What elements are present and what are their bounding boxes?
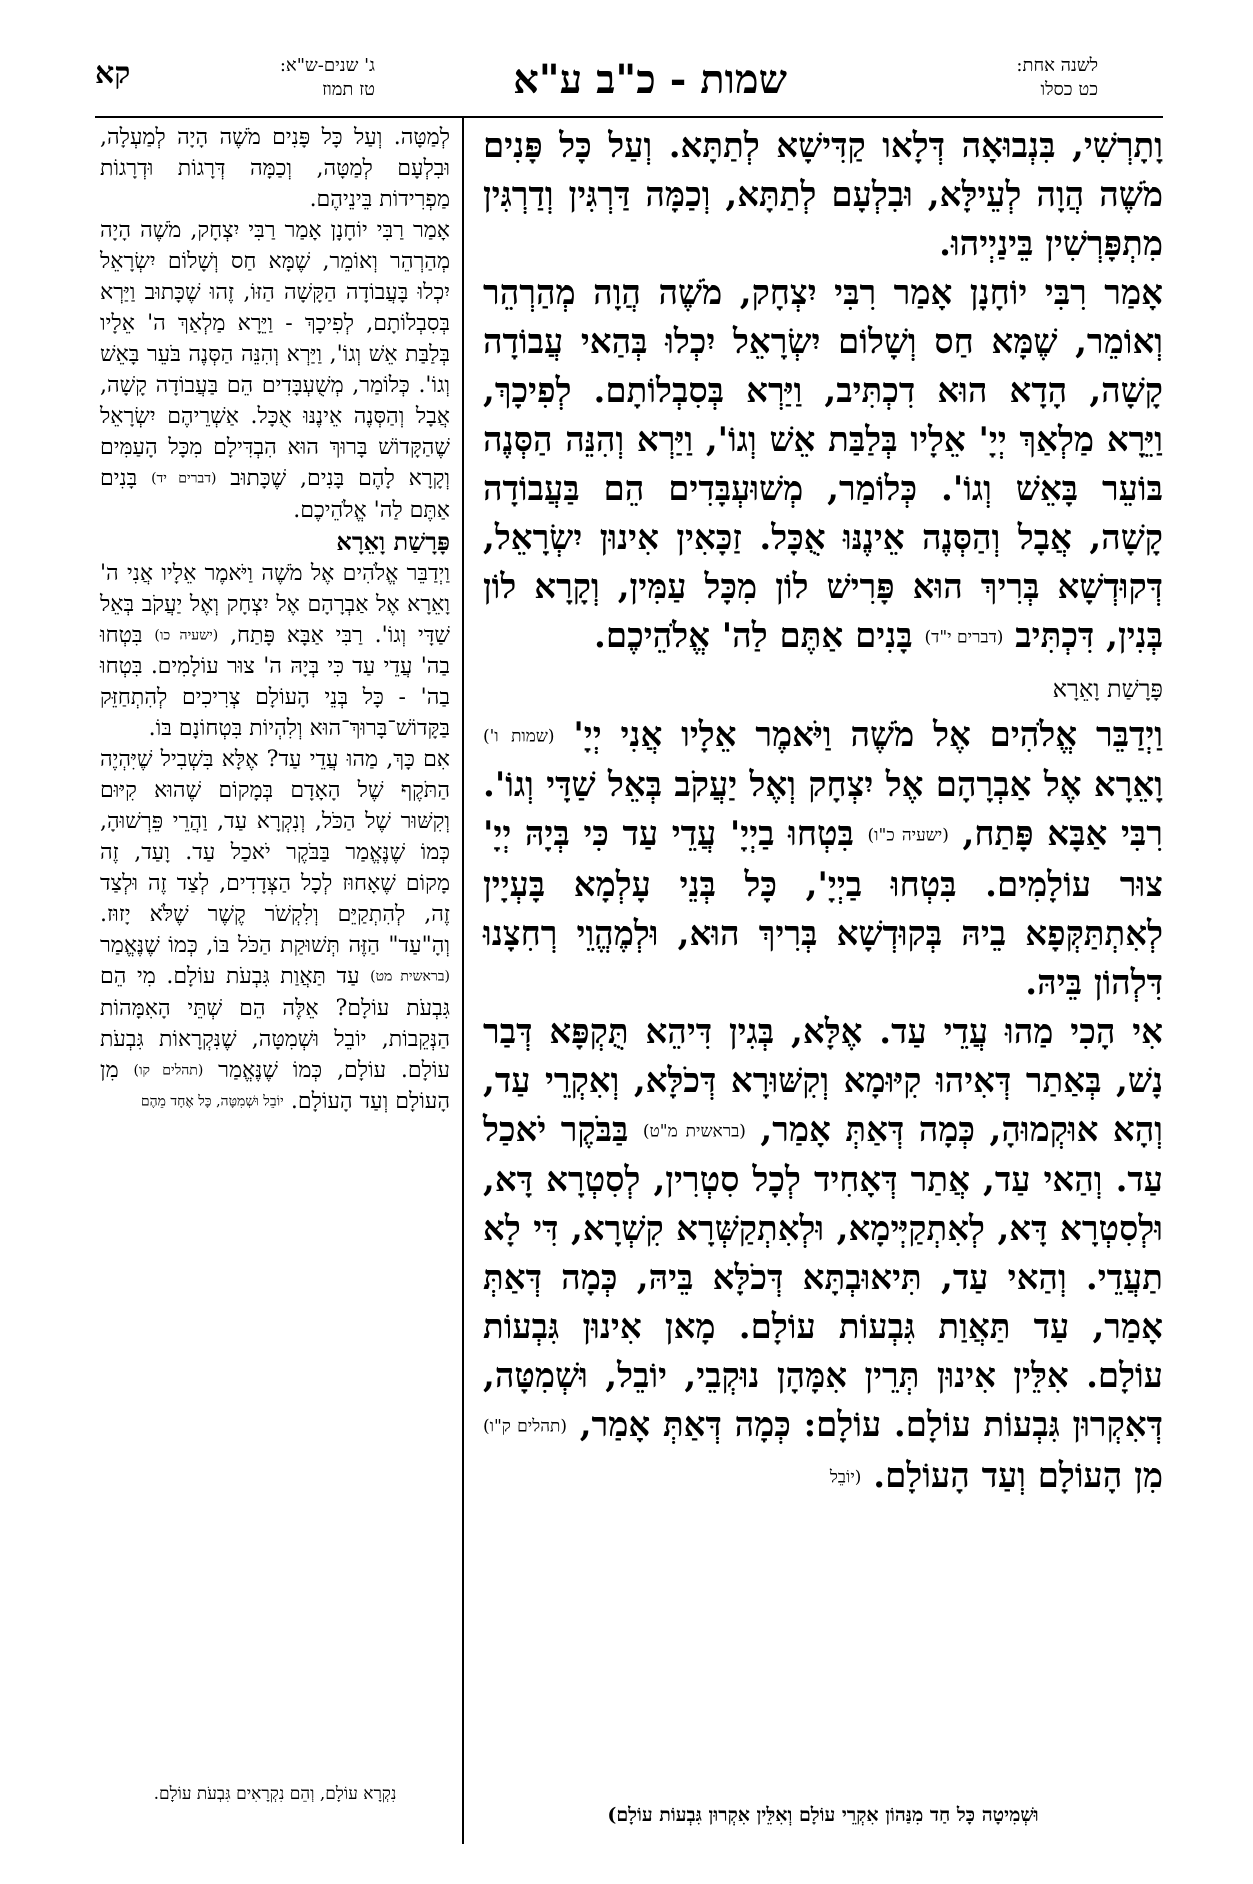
- side-paragraph-1: לְמַטָּה. וְעַל כָּל פָּנִים מֹשֶׁה הָיָה לְמַעְלָה, וּבִלְעָם לְמַטָּה, וְכַמָּה דְּרָגוֹת וּדְרָגוֹת מַפְרִידוֹת בֵּינֵיהֶם.: [100, 125, 450, 212]
- main-p3-reference-1: (שמות ו'): [483, 726, 555, 746]
- main-p4-reference-2: (תהלים ק"ו): [483, 1416, 567, 1437]
- cycle-date: טז תמוז: [322, 79, 375, 100]
- main-footnote: וּשְׁמִיטָה כָּל חַד מִנַּהוֹן אִקְרֵי עוֹלָם וְאִלֵּין אִקְרוּן גִּבְעוֹת עוֹלָם): [607, 1804, 1039, 1826]
- side-section-heading: פָּרָשַׁת וָאֵרָא: [336, 526, 450, 556]
- side-p2-text: אָמַר רַבִּי יוֹחָנָן אָמַר רַבִּי יִצְחָק, מֹשֶׁה הָיָה מְהַרְהֵר וְאוֹמֵר, שֶׁמָּא חַס וְשָׁלוֹם יִשְׂרָאֵל יִכְלוּ בָּעֲבוֹדָה הַקָּשָׁה הַזּוֹ, זֶהוּ שֶׁכָּתוּב וַיַּרְא בְּסִבְלוֹתָם, לְפִיכָךְ - וַיֵּרָא מַלְאַךְ ה' אֵלָיו בְּלַבַּת אֵשׁ וְגוֹ', וַיַּרְא וְהִנֵּה הַסְּנֶה בֹּעֵר בָּאֵשׁ וְגוֹ'. כְּלוֹמַר, מְשֻׁעְבָּדִים הֵם בַּעֲבוֹדָה קָשָׁה, אֲבָל וְהַסְּנֶה אֵינֶנּוּ אֻכָּל. אַשְׁרֵיהֶם יִשְׂרָאֵל שֶׁהַקָּדוֹשׁ בָּרוּךְ הוּא הִבְדִּילָם מִכָּל הָעַמִּים וְקָרָא לָהֶם בָּנִים, שֶׁכָּתוּב: [100, 218, 450, 491]
- side-p4-reference-1: (בראשית מט): [370, 968, 450, 985]
- side-p4-reference-2: (תהלים קו): [133, 1062, 204, 1078]
- main-p2-text: אָמַר רִבִּי יוֹחָנָן אָמַר רִבִּי יִצְחָק, מֹשֶׁה הֲוָה מְהַרְהֵר וְאוֹמֵר, שֶׁמָּא חַס וְשָׁלוֹם יִשְׂרָאֵל יִכְלוּ בְּהַאי עֲבוֹדָה קָשָׁה, הָדָא הוּא דִכְתִּיב, וַיַּרְא בְּסִבְלוֹתָם. לְפִיכָךְ, וַיֵּרָא מַלְאַךְ יְיָ' אֵלָיו בְּלַבַּת אֵשׁ וְגוֹ', וַיַּרְא וְהִנֵּה הַסְּנֶה בּוֹעֵר בָּאֵשׁ וְגוֹ'. כְּלוֹמַר, מְשׁוּעְבָּדִים הֵם בַּעֲבוֹדָה קָשָׁה, אֲבָל וְהַסְּנֶה אֵינֶנּוּ אֻכָּל. זַכָּאִין אִינוּן יִשְׂרָאֵל, דְּקוּדְשָׁא בְּרִיךְ הוּא פָּרִישׁ לוֹן מִכָּל עַמִּין, וְקָרָא לוֹן בְּנִין, דִּכְתִּיב: [483, 273, 1163, 656]
- main-p4-c: מִן הָעוֹלָם וְעַד הָעוֹלָם.: [873, 1455, 1163, 1496]
- side-p2-end: בָּנִים אַתֶּם לַה' אֱלֹהֵיכֶם.: [100, 466, 450, 523]
- main-p4-reference-1: (בראשית מ"ט): [642, 1121, 746, 1141]
- main-p3-b: וָאֵרָא אֶל אַבְרָהָם אֶל יִצְחָק וְאֶל יַעֲקֹב בְּאֵל שַׁדָּי וְגוֹ'. רִבִּי אַבָּא פָּתַח,: [483, 765, 1163, 854]
- header-divider: [95, 116, 1163, 118]
- side-p4-c: מִן הָעוֹלָם וְעַד הָעוֹלָם.: [100, 1057, 450, 1114]
- main-paragraph-3: [483, 711, 1163, 1008]
- main-p2-end: בָּנִים אַתֶּם לַה' אֱלֹהֵיכֶם.: [594, 616, 913, 656]
- side-column: [100, 122, 450, 1118]
- main-p2-reference: (דברים י"ד): [924, 627, 1004, 648]
- year-label: לשנה אחת:: [1016, 55, 1098, 76]
- main-p3-reference-2: (ישעיה כ"ו): [867, 825, 949, 846]
- side-paragraph-4: [100, 744, 450, 1118]
- main-p3-c: בִּטְחוּ בַיְיָ' עֲדֵי עַד כִּי בְּיָהּ יְיָ' צוּר עוֹלָמִים. בִּטְחוּ בַיְיָ', כָּל בְּנֵי עָלְמָא בָּעְיָין לְאִתְתַּקְּפָא בֵיהּ בְּקוּדְשָׁא בְּרִיךְ הוּא, וּלְמֶהֱוֵי רְחִצָנוּ דִּלְהוֹן בֵּיהּ.: [483, 814, 1163, 1003]
- side-p4-d: יוֹבֵל וּשְׁמִטָּה, כָּל אֶחָד מֵהֶם: [140, 1093, 284, 1110]
- side-p4-a: אִם כָּךְ, מַהוּ עֲדֵי עַד? אֶלָּא בִּשְׁבִיל שֶׁיִּהְיֶה הַתֹּקֶף שֶׁל הָאָדָם בְּמָקוֹם שֶׁהוּא קִיּוּם וְקִשּׁוּר שֶׁל הַכֹּל, וְנִקְרָא עַד, וַהֲרֵי פֵּרְשׁוּהָ, כְּמוֹ שֶׁנֶּאֱמַר בַּבֹּקֶר יֹאכַל עַד. וָעַד, זֶה מָקוֹם שֶׁאָחוּז לְכָל הַצְּדָדִים, לְצַד זֶה וּלְצַד זֶה, לְהִתְקַיֵּם וְלִקְשֹׁר קֶשֶׁר שֶׁלֹּא יָזוּז. וְהָ"עַד" הַזֶּה תְּשׁוּקַת הַכֹּל בּוֹ, כְּמוֹ שֶׁנֶּאֱמַר: [100, 747, 450, 958]
- side-paragraph-3: [100, 558, 450, 745]
- main-paragraph-2: [483, 269, 1163, 663]
- page-number: קא: [95, 56, 131, 91]
- side-p4-b: עַד תַּאֲוַת גִּבְעֹת עוֹלָם. מִי הֵם גִּבְעֹת עוֹלָם? אֵלֶּה הֵם שְׁתֵּי הָאִמָּהוֹת הַנְּקֵבוֹת, יוֹבֵל וּשְׁמִטָּה, שֶׁנִּקְרָאוֹת גִּבְעֹת עוֹלָם. עוֹלָם, כְּמוֹ שֶׁנֶּאֱמַר: [100, 964, 450, 1083]
- main-column: [483, 122, 1163, 1502]
- main-p3-a: וַיְדַבֵּר אֱלֹהִים אֶל מֹשֶׁה וַיֹּאמֶר אֵלָיו אֲנִי יְיָ': [573, 714, 1163, 755]
- date-label: כט כסלו: [1040, 79, 1098, 100]
- main-p4-b: בַּבֹּקֶר יֹאכַל עַד. וְהַאי עַד, אֲתַר דְּאָחִיד לְכָל סִטְרִין, לְסִטְרָא דָּא, וּלְסִטְרָא דָּא, לְאִתְקַיְּימָא, וּלְאִתְקַשְּׁרָא קִשְׁרָא, דִּי לָא תַעֲדֵי. וְהַאי עַד, תִּיאוּבְתָּא דְּכֹלָּא בֵּיהּ, כְּמָה דְּאַתְּ אָמַר, עַד תַּאֲוַת גִּבְעוֹת עוֹלָם. מָאן אִינוּן גִּבְעוֹת עוֹלָם. אִלֵּין אִינוּן תְּרֵין אִמָּהָן נוּקְבֵי, יוֹבֵל, וּשְׁמִטָּה, דְּאִקְרוּן גִּבְעוֹת עוֹלָם. עוֹלָם: כְּמָה דְּאַתְּ אָמַר,: [483, 1109, 1163, 1445]
- main-p4-a: אִי הָכִי מַהוּ עֲדֵי עַד. אֶלָּא, בְּגִין דִּיהֵא תֻּקְפָּא דְּבַר נָשׁ, בְּאַתַר דְּאִיהוּ קִיּוּמָא וְקִשּׁוּרָא דְּכֹלָּא, וְאִקְרֵי עַד, וְהָא אוּקְמוּהָ, כְּמָה דְּאַתְּ אָמַר,: [483, 1011, 1164, 1150]
- side-p2-reference: (דברים יד): [151, 470, 217, 487]
- side-p3-b: בִּטְחוּ בַה' עֲדֵי עַד כִּי בְּיָהּ ה' צוּר עוֹלָמִים. בִּטְחוּ בַה' - כָּל בְּנֵי הָעוֹלָם צְרִיכִים לְהִתְחַזֵּק בַּקָּדוֹשׁ־בָּרוּךְ־הוּא וְלִהְיוֹת בִּטְחוֹנָם בּוֹ.: [100, 622, 450, 741]
- main-p4-tail: (יוֹבֵל: [829, 1467, 862, 1487]
- page-title: שמות - כ"ב ע"א: [513, 56, 787, 103]
- main-section-heading: פָּרָשַׁת וָאֵרָא: [1052, 674, 1163, 703]
- side-paragraph-2: [100, 215, 450, 526]
- cycle-label: ג' שנים-ש"א:: [279, 55, 375, 76]
- side-footnote: נִקְרָא עוֹלָם, וְהֵם נִקְרָאִים גִּבְעֹת עוֹלָם.: [153, 1784, 397, 1804]
- side-p3-reference: (ישעיה כו): [154, 627, 219, 643]
- column-divider: [462, 116, 464, 1844]
- main-paragraph-4: [483, 1008, 1163, 1503]
- side-p3-a: וַיְדַבֵּר אֱלֹהִים אֶל מֹשֶׁה וַיֹּאמֶר אֵלָיו אֲנִי ה' וָאֵרָא אֶל אַבְרָהָם אֶל יִצְחָק וְאֶל יַעֲקֹב בְּאֵל שַׁדָּי וְגוֹ'. רַבִּי אַבָּא פָּתַח,: [100, 560, 450, 648]
- main-paragraph-1: וָתָרְשִׁי, בִּנְבוּאָה דְּלָאו קַדִּישָׁא לְתַתָּא. וְעַל כָּל פָּנִים מֹשֶׁה הֲוָה לְעֵילָּא, וּבִלְעָם לְתַתָּא, וְכַמָּה דַּרְגִּין וְדַרְגִּין מִתְפָּרְשִׁין בֵּינַיְיהוּ.: [483, 126, 1163, 264]
